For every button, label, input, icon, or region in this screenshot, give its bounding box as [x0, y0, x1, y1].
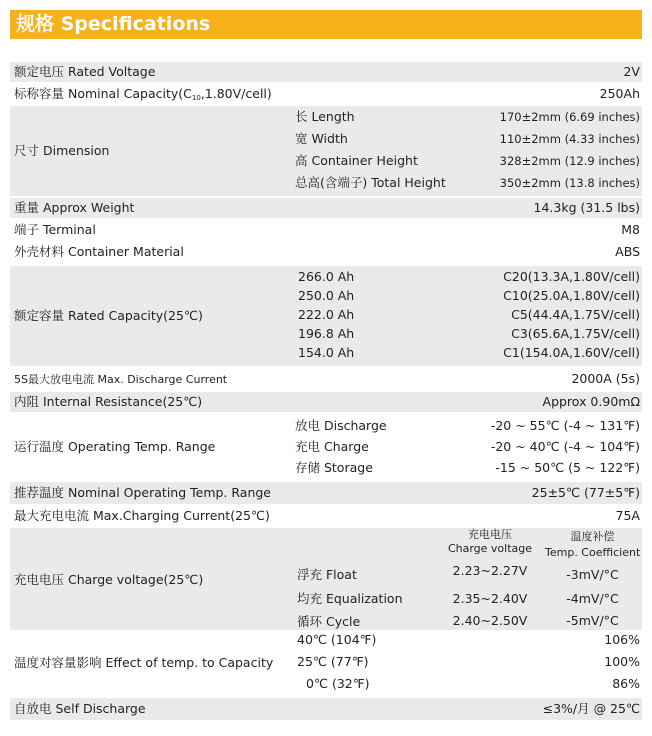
float-label: 浮充 Float	[297, 567, 357, 582]
dimension-width-value: 110±2mm (4.33 inches)	[499, 132, 640, 146]
spec-row-terminal	[10, 220, 642, 240]
dimension-length-label: 长 Length	[295, 109, 355, 124]
spec-value: Approx 0.90mΩ	[542, 394, 640, 409]
capacity-condition: C10(25.0A,1.80V/cell)	[503, 288, 640, 303]
spec-row-charge-voltage	[10, 528, 642, 632]
capacity-value: 196.8 Ah	[298, 326, 355, 341]
temp-effect-temp: 25℃ (77℉)	[297, 654, 369, 669]
spec-row-temp-effect	[10, 630, 642, 696]
capacity-condition: C5(44.4A,1.75V/cell)	[511, 307, 640, 322]
capacity-condition: C3(65.6A,1.75V/cell)	[511, 326, 640, 341]
spec-label: 重量 Approx Weight	[14, 200, 135, 215]
spec-label: 内阻 Internal Resistance(25℃)	[14, 394, 203, 409]
capacity-value: 250.0 Ah	[298, 288, 355, 303]
capacity-value: 266.0 Ah	[298, 269, 355, 284]
operating-storage-label: 存储 Storage	[295, 460, 373, 475]
spec-row-dimension	[10, 106, 642, 196]
temp-effect-value: 100%	[604, 654, 640, 669]
operating-discharge-value: -20 ~ 55℃ (-4 ~ 131℉)	[490, 418, 640, 433]
spec-label: 运行温度 Operating Temp. Range	[14, 439, 216, 454]
capacity-condition: C20(13.3A,1.80V/cell)	[503, 269, 640, 284]
spec-row-weight	[10, 198, 642, 218]
equalization-label: 均充 Equalization	[297, 591, 403, 606]
cycle-label: 循环 Cycle	[297, 614, 361, 629]
dimension-height-value: 328±2mm (12.9 inches)	[499, 154, 640, 168]
operating-charge-label: 充电 Charge	[295, 439, 369, 454]
spec-label: 标称容量 Nominal $Capacity(C_{10},1.80V/cell)$	[14, 86, 272, 102]
spec-value: M8	[621, 222, 640, 237]
spec-label: 充电电压 Charge voltage(25℃)	[14, 572, 204, 587]
equalization-coefficient: -4mV/°C	[566, 591, 619, 606]
temp-effect-value: 106%	[604, 632, 640, 647]
spec-row-self-discharge	[10, 698, 642, 720]
capacity-value: 222.0 Ah	[298, 307, 355, 322]
spec-row-max-discharge	[10, 368, 642, 390]
dimension-height-label: 高 Container Height	[295, 153, 418, 168]
capacity-condition: C1(154.0A,1.60V/cell)	[503, 345, 640, 360]
spec-value: 2000A (5s)	[571, 371, 640, 386]
spec-row-rated-capacity	[10, 266, 642, 366]
spec-label: 额定电压 Rated Voltage	[14, 64, 156, 79]
spec-value: 250Ah	[599, 86, 640, 101]
dimension-total-height-label: 总高(含端子) Total Height	[295, 175, 446, 190]
dimension-length-value: 170±2mm (6.69 inches)	[499, 110, 640, 124]
spec-label: 温度对容量影响 Effect of temp. to Capacity	[14, 655, 274, 670]
spec-value: 14.3kg (31.5 lbs)	[533, 200, 640, 215]
spec-row-material	[10, 242, 642, 262]
spec-row-operating-temp	[10, 414, 642, 480]
spec-label: 外壳材料 Container Material	[14, 244, 184, 259]
spec-value: 75A	[615, 508, 640, 523]
spec-value: 2V	[623, 64, 640, 79]
charge-voltage-header-cn: 充电电压	[468, 528, 512, 541]
operating-charge-value: -20 ~ 40℃ (-4 ~ 104℉)	[490, 439, 640, 454]
dimension-width-label: 宽 Width	[295, 131, 348, 146]
spec-label: 推荐温度 Nominal Operating Temp. Range	[14, 485, 271, 500]
temp-effect-value: 86%	[612, 676, 640, 691]
capacity-value: 154.0 Ah	[298, 345, 355, 360]
cycle-coefficient: -5mV/°C	[566, 613, 619, 628]
spec-value: 25±5℃ (77±5℉)	[531, 485, 640, 500]
spec-row-nominal-temp	[10, 482, 642, 504]
operating-storage-value: -15 ~ 50℃ (5 ~ 122℉)	[495, 460, 640, 475]
temp-coefficient-header-en: Temp. Coefficient	[545, 546, 641, 559]
temp-effect-temp: 40℃ (104℉)	[297, 632, 377, 647]
dimension-total-height-value: 350±2mm (13.8 inches)	[499, 176, 640, 190]
page-title: 规格 Specifications	[10, 10, 642, 39]
float-coefficient: -3mV/°C	[566, 567, 619, 582]
spec-label: 自放电 Self Discharge	[14, 701, 146, 716]
spec-row-rated-voltage	[10, 62, 642, 82]
spec-row-nominal-capacity	[10, 84, 642, 104]
temp-effect-temp: 0℃ (32℉)	[306, 676, 370, 691]
spec-label: 端子 Terminal	[14, 222, 96, 237]
spec-value: ABS	[615, 244, 640, 259]
equalization-voltage: 2.35~2.40V	[452, 591, 528, 606]
float-voltage: 2.23~2.27V	[452, 563, 528, 578]
spec-row-internal-resistance	[10, 392, 642, 412]
cycle-voltage: 2.40~2.50V	[452, 613, 528, 628]
charge-voltage-header-en: Charge voltage	[447, 542, 533, 555]
spec-label: 尺寸 Dimension	[14, 143, 110, 158]
spec-row-max-charging	[10, 506, 642, 526]
spec-label: 最大充电电流 Max.Charging Current(25℃)	[14, 508, 270, 523]
temp-coefficient-header-cn: 温度补偿	[570, 530, 615, 543]
spec-label: 5S最大放电电流 Max. Discharge Current	[14, 373, 228, 386]
operating-discharge-label: 放电 Discharge	[295, 418, 387, 433]
spec-label: 额定容量 Rated Capacity(25℃)	[14, 308, 203, 323]
spec-value: ≤3%/月 @ 25℃	[542, 701, 640, 716]
